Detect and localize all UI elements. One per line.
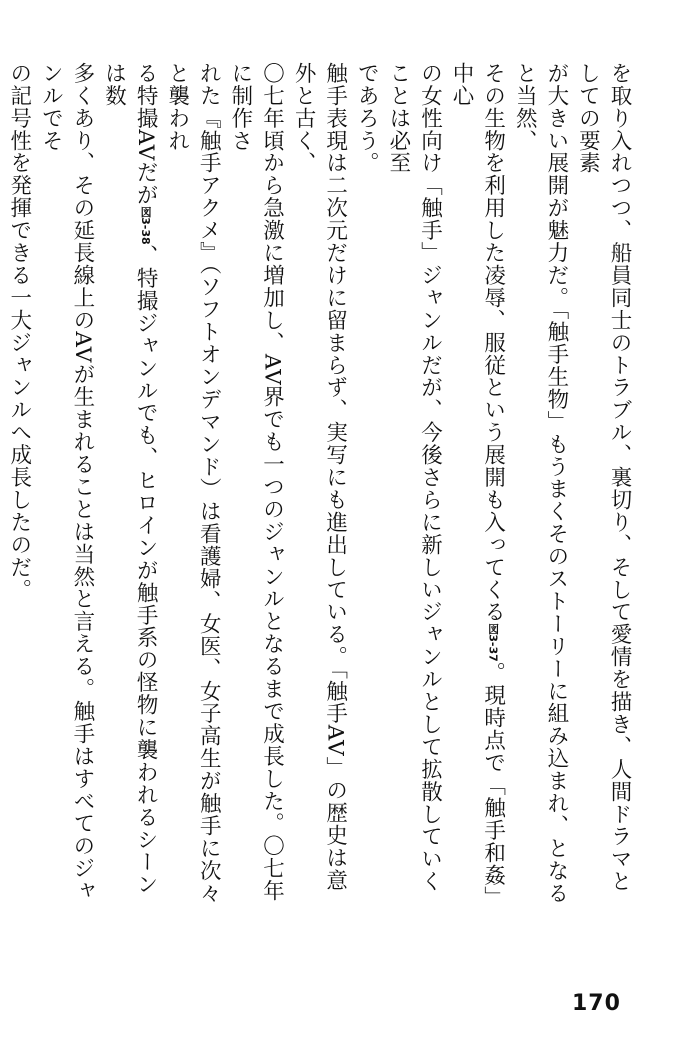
body-line: 触手表現は二次元だけに留まらず、実写にも進出している。「触手AV」の歴史は意外と古く、 [291, 62, 348, 892]
body-line [98, 62, 161, 912]
body-line: 多くあり、その延長線上のAVが生まれることは当然と言える。触手はすべてのジャンルでそ [38, 62, 95, 903]
body-text: 、特撮ジャンルでも、ヒロインが触手系の怪物に襲われるシーンは数 [101, 62, 159, 896]
figure-reference: 図3-38 [139, 206, 153, 245]
body-line: を取り入れつつ、船員同士のトラブル、裏切り、そして愛情を描き、人間ドラマとしての要素 [575, 62, 632, 893]
vertical-text-body [0, 62, 635, 912]
body-line: であろう。 [354, 62, 380, 175]
body-line [445, 62, 508, 912]
body-text: その生物を利用した凌辱、服従という展開も入ってくる [480, 62, 506, 624]
body-line: れた『触手アクメ』（ソフトオンデマンド）は看護婦、女医、女子高生が触手に次々と襲われ [164, 62, 222, 905]
body-line: の女性向け「触手」ジャンルだが、今後さらに新しいジャンルとして拡散していくことは必至 [385, 62, 443, 893]
body-line: の記号性を発揮できる一大ジャンルへ成長したのだ。 [6, 62, 32, 601]
body-text: る特撮AVだが [133, 62, 159, 207]
body-line: が大きい展開が魅力だ。「触手生物」もうまくそのストーリーに組み込まれ、となると当然、 [512, 62, 569, 905]
body-text: 。現時点で「触手和姦」中心 [449, 62, 506, 909]
figure-reference: 図3-37 [486, 623, 500, 662]
page-number: 170 [572, 991, 621, 1016]
body-line: 〇七年頃から急激に増加し、AV界でも一つのジャンルとなるまで成長した。〇七年に制作さ [227, 62, 285, 903]
